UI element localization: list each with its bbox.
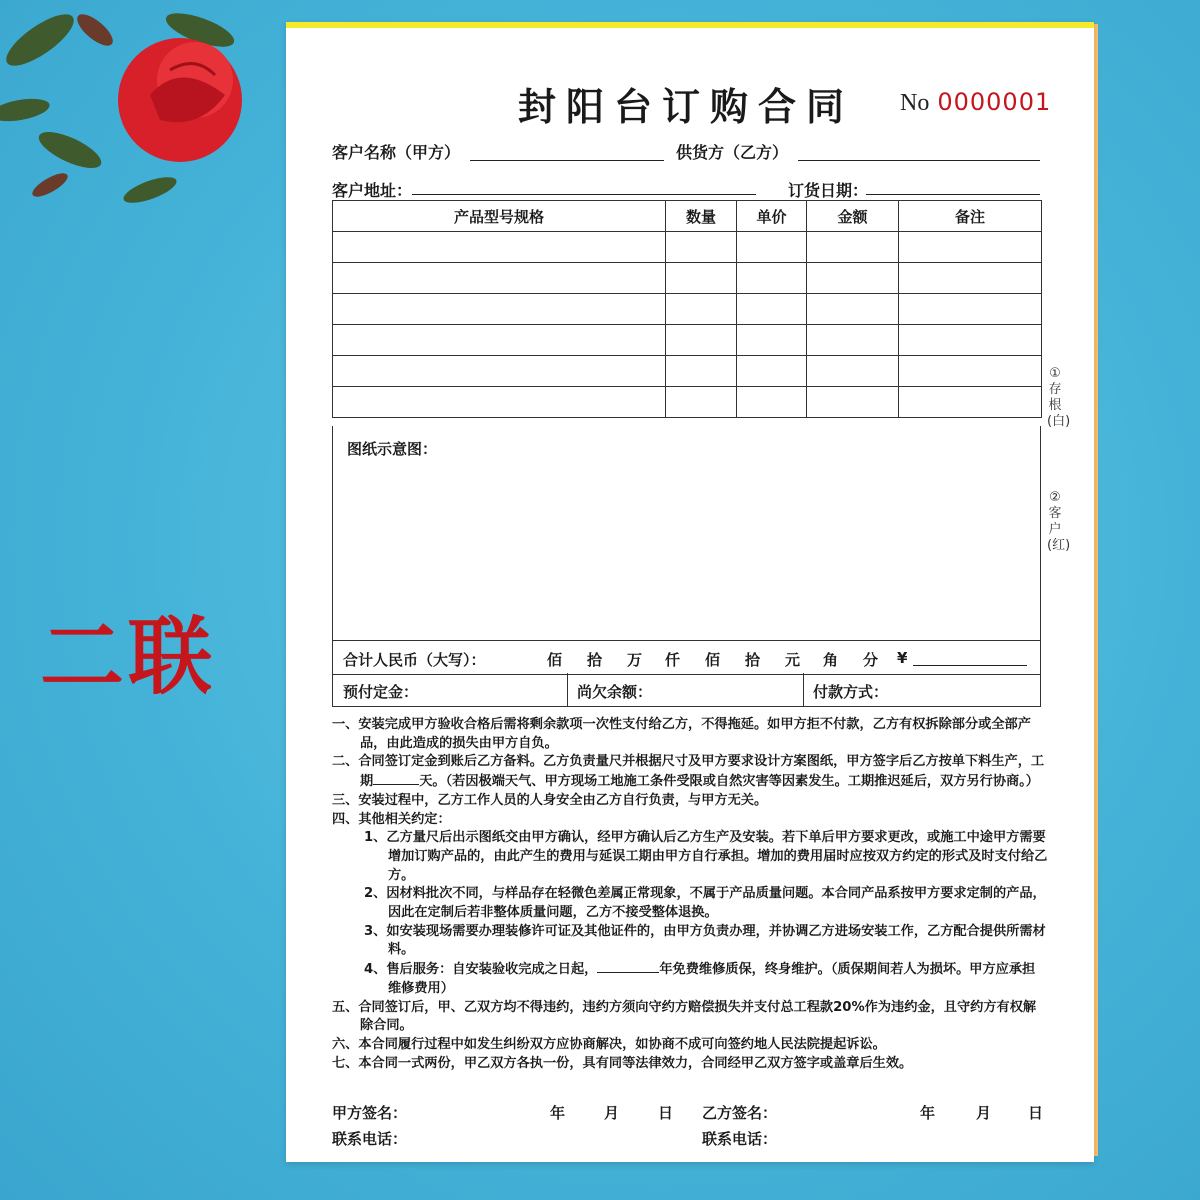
term-4: 四、其他相关约定： [332, 811, 451, 827]
copy-2-label: ②客户(红) [1047, 490, 1071, 553]
term-5: 五、合同签订后，甲、乙双方均不得违约，违约方须向守约方赔偿损失并支付总工程款20%作为违约金，且守约方有权解除合同。 [332, 999, 1037, 1034]
term-4-4-text-a: 4、售后服务：自安装验收完成之日起， [364, 962, 598, 978]
term-4-1: 1、乙方量尺后出示图纸交由甲方确认，经甲方确认后乙方生产及安装。若下单后甲方要求更改，或施工中途甲方需要增加订购产品的，由此产生的费用与延误工期由甲方自行承担。增加的费用届时应按双方约定的形式及时支付给乙方。 [364, 830, 1048, 883]
party-a-day-label: 日 [658, 1104, 674, 1122]
payment-method-cell[interactable] [803, 673, 1040, 706]
unit-qian: 仟 [665, 651, 681, 669]
items-table [332, 200, 1042, 418]
total-label: 合计人民币（大写）： [343, 651, 486, 669]
copy-count-label: 二联 [40, 608, 217, 706]
customer-name-field[interactable] [470, 160, 664, 161]
party-b-phone-label: 联系电话： [702, 1130, 778, 1148]
deposit-cell[interactable] [333, 673, 568, 706]
yen-symbol: ¥ [897, 649, 908, 667]
address-field[interactable] [412, 194, 756, 195]
term-4-4 [332, 960, 1048, 998]
term-3: 三、安装过程中，乙方工作人员的人身安全由乙方自行负责，与甲方无关。 [332, 792, 768, 808]
deposit-label: 预付定金： [343, 683, 419, 701]
term-7: 七、本合同一式两份，甲乙双方各执一份，具有同等法律效力，合同经甲乙双方签字或盖章后生效。 [332, 1055, 913, 1071]
address-label: 客户地址： [332, 181, 413, 200]
table-row[interactable] [333, 263, 1042, 294]
party-a-year-label: 年 [550, 1104, 566, 1122]
party-b-year-label: 年 [920, 1104, 936, 1122]
party-b-signature-label: 乙方签名： [702, 1104, 778, 1122]
payment-method-label: 付款方式： [813, 683, 889, 701]
work-days-field[interactable] [373, 772, 419, 785]
col-amount: 金额 [807, 201, 899, 232]
col-qty: 数量 [666, 201, 737, 232]
unit-yuan: 元 [785, 651, 801, 669]
serial-prefix: No [900, 90, 930, 116]
party-a-signature-label: 甲方签名： [332, 1104, 408, 1122]
drawing-area[interactable] [332, 426, 1041, 641]
drawing-label: 图纸示意图： [347, 440, 438, 458]
table-row[interactable] [333, 356, 1042, 387]
table-header-row [333, 201, 1042, 232]
col-remarks: 备注 [899, 201, 1042, 232]
payment-row [332, 673, 1041, 707]
balance-cell[interactable] [567, 673, 804, 706]
form-title: 封阳台订购合同 [518, 84, 855, 129]
party-b-month-label: 月 [976, 1104, 992, 1122]
customer-name-label: 客户名称（甲方） [332, 143, 461, 162]
contract-form [286, 22, 1094, 1162]
rose-decoration [0, 0, 280, 210]
contract-terms [332, 716, 1048, 1073]
supplier-label: 供货方（乙方） [676, 143, 789, 162]
unit-bai-1: 佰 [547, 651, 563, 669]
balance-label: 尚欠余额： [577, 683, 653, 701]
warranty-years-field[interactable] [597, 960, 659, 973]
table-row[interactable] [333, 232, 1042, 263]
unit-shi-1: 拾 [587, 651, 603, 669]
party-a-month-label: 月 [604, 1104, 620, 1122]
table-row[interactable] [333, 325, 1042, 356]
term-2-text-b: 天。（若因极端天气、甲方现场工地施工条件受限或自然灾害等因素发生。工期推迟延后，双方另行协商。） [419, 774, 1039, 790]
party-b-day-label: 日 [1028, 1104, 1044, 1122]
total-amount-row [332, 640, 1041, 675]
unit-bai-2: 佰 [705, 651, 721, 669]
unit-shi-2: 拾 [745, 651, 761, 669]
order-date-label: 订货日期： [788, 181, 869, 200]
term-4-2: 2、因材料批次不同，与样品存在轻微色差属正常现象，不属于产品质量问题。本合同产品系按甲方要求定制的产品，因此在定制后若非整体质量问题，乙方不接受整体退换。 [364, 886, 1046, 921]
serial-number [900, 88, 1051, 117]
party-a-phone-label: 联系电话： [332, 1130, 408, 1148]
unit-fen: 分 [863, 651, 879, 669]
supplier-field[interactable] [798, 160, 1040, 161]
unit-wan: 万 [627, 651, 643, 669]
col-unit-price: 单价 [737, 201, 807, 232]
table-row[interactable] [333, 294, 1042, 325]
term-1: 一、安装完成甲方验收合格后需将剩余款项一次性支付给乙方，不得拖延。如甲方拒不付款，乙方有权拆除部分或全部产品，由此造成的损失由甲方自负。 [332, 717, 1031, 751]
col-spec: 产品型号规格 [333, 201, 666, 232]
term-6: 六、本合同履行过程中如发生纠纷双方应协商解决，如协商不成可向签约地人民法院提起诉讼。 [332, 1036, 886, 1052]
term-4-4-text-b: 年免费维修质保，终身维护。（质保期间若人为损坏。甲方应承担维修费用） [388, 962, 1036, 996]
table-row[interactable] [333, 387, 1042, 418]
order-date-field[interactable] [866, 194, 1040, 195]
copy-1-label: ①存根(白) [1047, 366, 1071, 429]
serial-value: 0000001 [937, 88, 1052, 116]
unit-jiao: 角 [823, 651, 839, 669]
term-4-3: 3、如安装现场需要办理装修许可证及其他证件的，由甲方负责办理，并协调乙方进场安装工作，乙方配合提供所需材料。 [364, 923, 1046, 958]
term-2-text-a: 二、合同签订定金到账后乙方备料。乙方负责量尺并根据尺寸及甲方要求设计方案图纸，甲方签字后乙方按单下料生产，工期 [332, 754, 1045, 790]
term-2 [332, 753, 1048, 791]
total-amount-field[interactable] [913, 665, 1027, 666]
